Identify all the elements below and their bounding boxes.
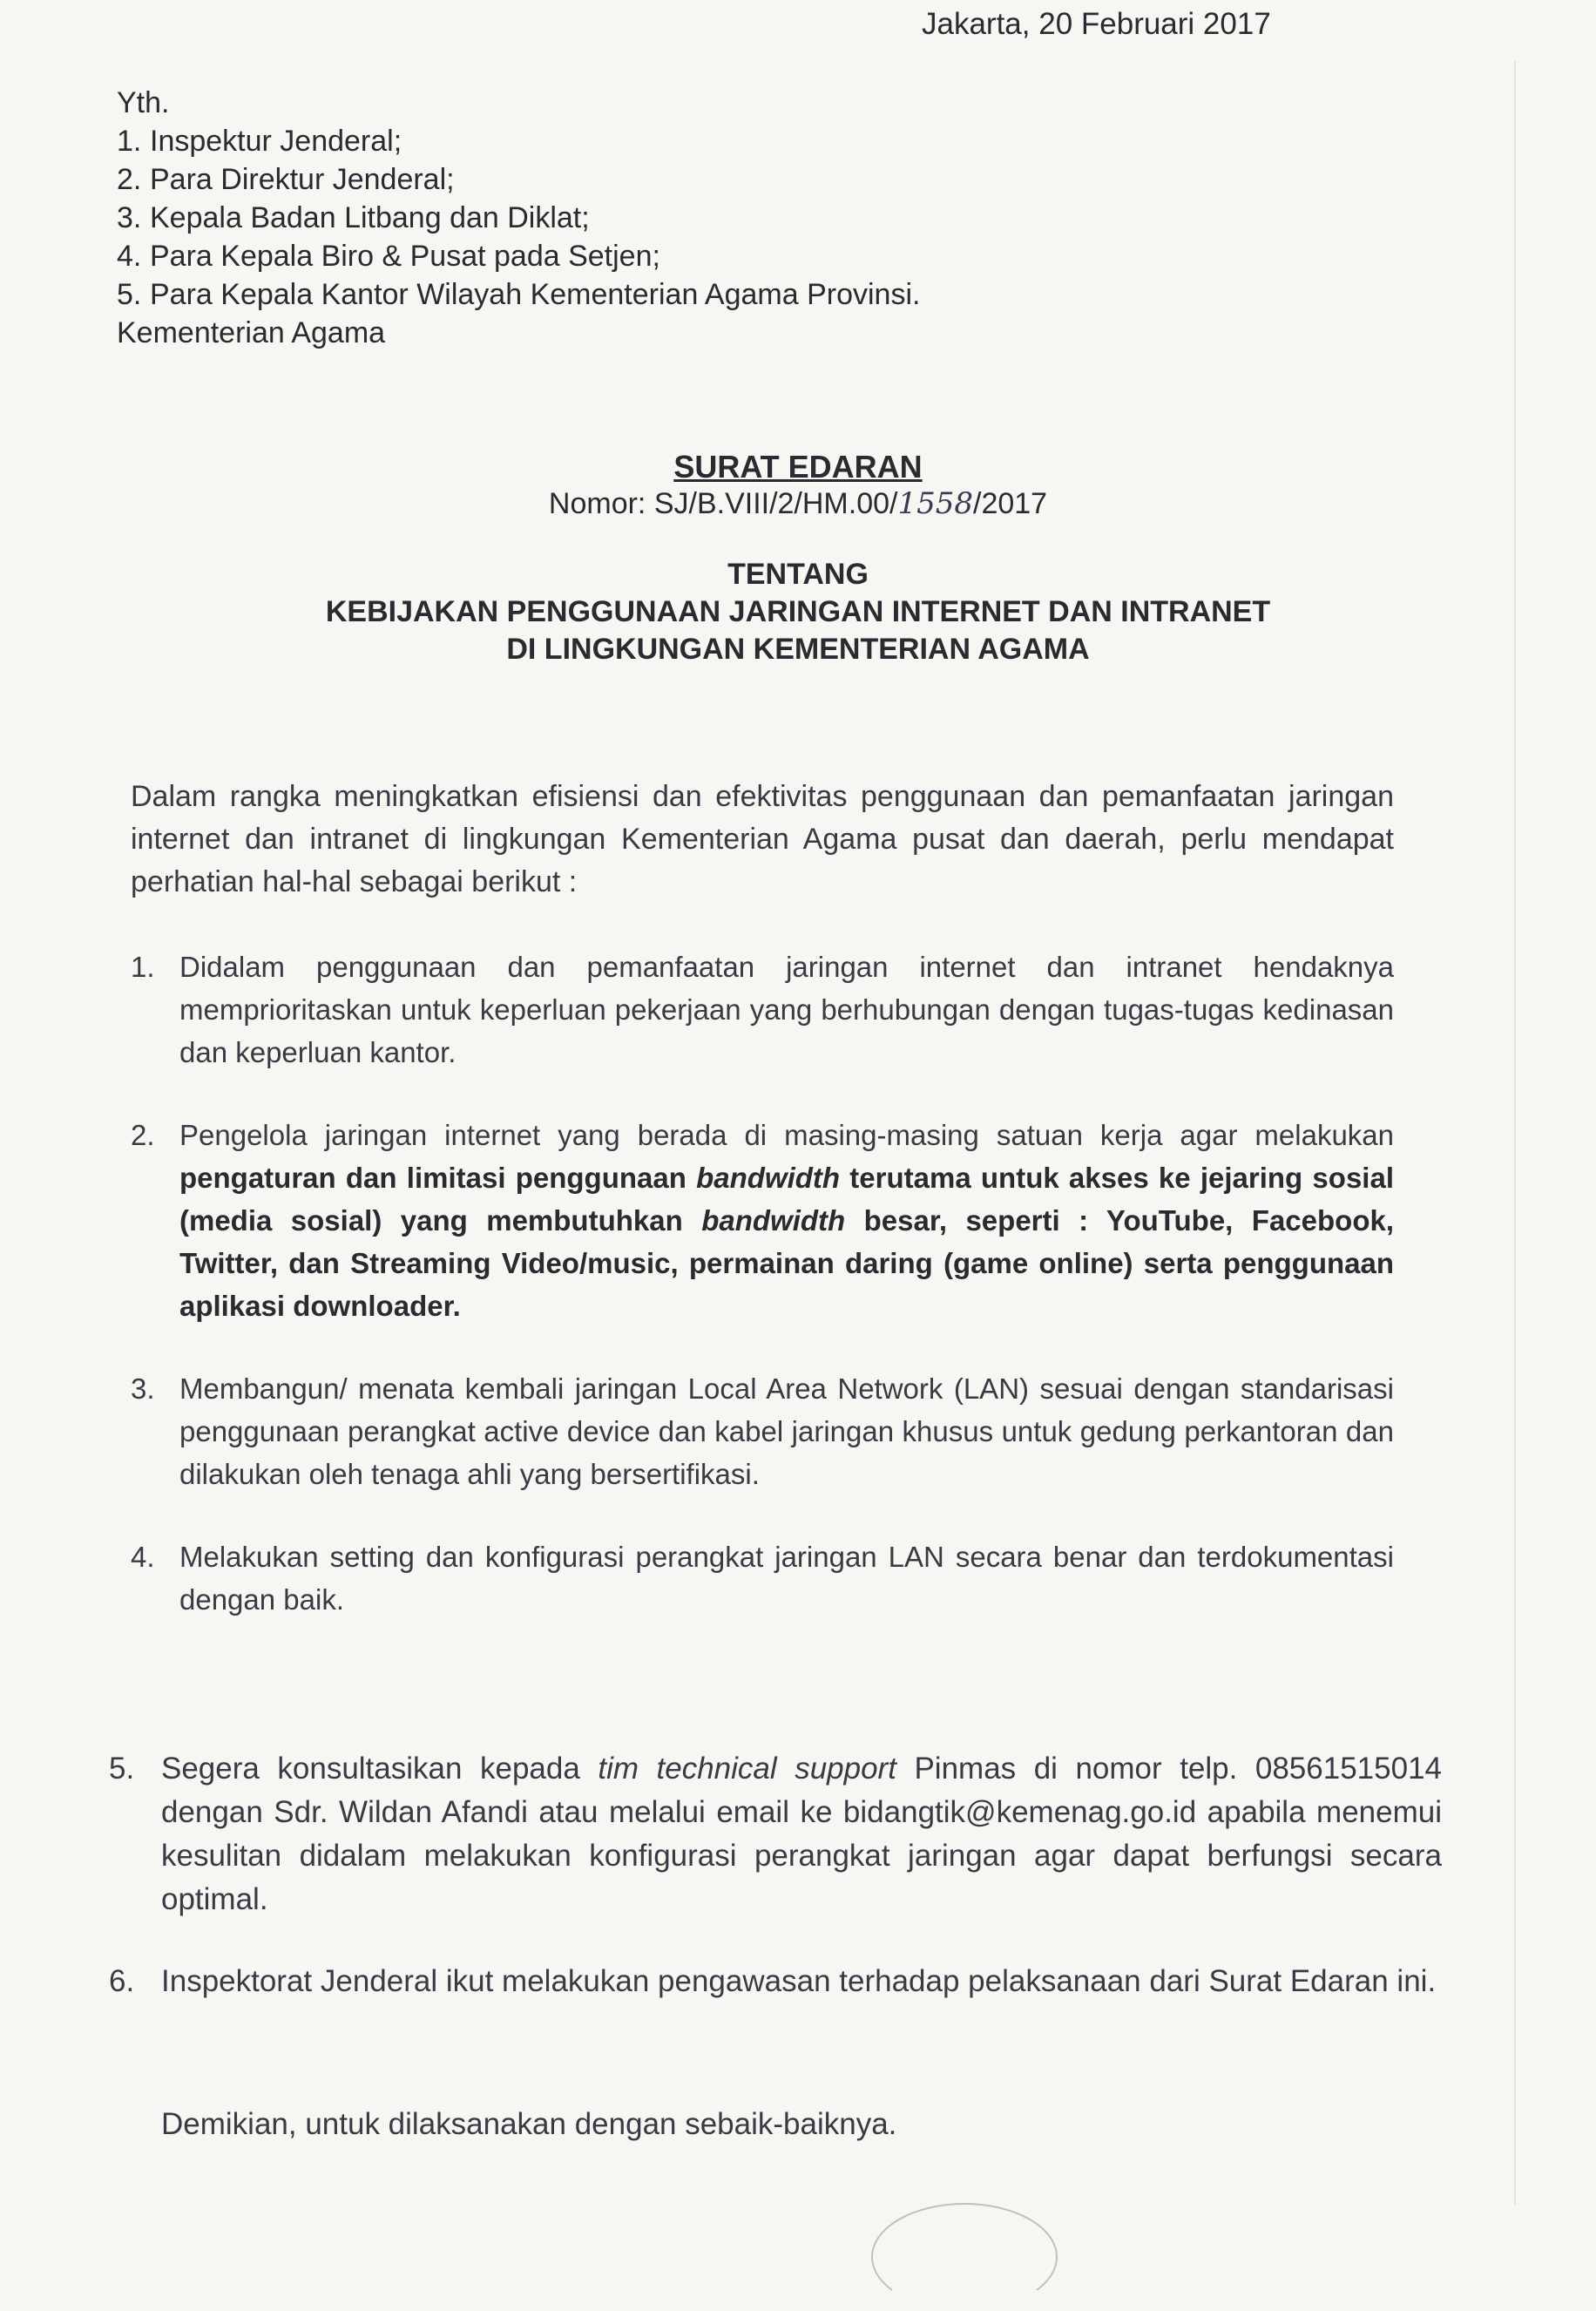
recipient-item: 4. Para Kepala Biro & Pusat pada Setjen; bbox=[117, 240, 660, 273]
policy-item-1: 1. Didalam penggunaan dan pemanfaatan jaringan internet dan intranet hendaknya memprioritaskan untuk keperluan pekerjaan yang berhubungan dengan tugas-tugas kedinasan dan keperluan kantor. bbox=[131, 951, 1394, 1068]
subject-line-1: KEBIJAKAN PENGGUNAAN JARINGAN INTERNET DAN INTRANET bbox=[325, 595, 1271, 628]
policy-item-4: 4. Melakukan setting dan konfigurasi perangkat jaringan LAN secara benar dan terdokumentasi dengan baik. bbox=[131, 1541, 1394, 1616]
policy-list bbox=[131, 945, 1394, 1621]
policy-item-3: 3. Membangun/ menata kembali jaringan Local Area Network (LAN) sesuai dengan standarisasi penggunaan perangkat active device dan kabel jaringan khusus untuk gedung perkantoran dan dilakukan oleh tenaga ahli yang bersertifikasi. bbox=[131, 1372, 1394, 1490]
recipient-block bbox=[117, 84, 920, 352]
letter-title: SURAT EDARAN bbox=[673, 449, 923, 485]
recipient-item: 2. Para Direktur Jenderal; bbox=[117, 163, 455, 196]
stamp-arc bbox=[871, 2203, 1058, 2311]
salutation: Yth. bbox=[117, 86, 170, 119]
letter-number: Nomor: SJ/B.VIII/2/HM.00/1558/2017 bbox=[548, 486, 1048, 521]
intro-paragraph: Dalam rangka meningkatkan efisiensi dan efektivitas penggunaan dan pemanfaatan jaringan internet dan intranet di lingkungan Kementerian Agama pusat dan daerah, perlu mendapat perhatian hal-hal sebagai berikut : bbox=[131, 780, 1394, 898]
subject-line-2: DI LINGKUNGAN KEMENTERIAN AGAMA bbox=[506, 633, 1090, 666]
policy-item-2: 2. Pengelola jaringan internet yang berada di masing-masing satuan kerja agar melakukan pengaturan dan limitasi penggunaan bandwidth terutama untuk akses ke jejaring sosial (media sosial) yang membutuhkan bandwidth besar, seperti : YouTube, Facebook, Twitter, dan Streaming Video/music, permainan daring (game online) serta penggunaan aplikasi downloader. bbox=[131, 1119, 1395, 1322]
scan-edge-line bbox=[1514, 61, 1516, 2205]
closing-line: Demikian, untuk dilaksanakan dengan sebaik-baiknya. bbox=[161, 2107, 897, 2141]
policy-list-continued bbox=[109, 1747, 1442, 2003]
handwritten-number: 1558 bbox=[897, 486, 973, 521]
recipient-list bbox=[117, 122, 920, 314]
recipient-item: 3. Kepala Badan Litbang dan Diklat; bbox=[117, 201, 590, 234]
recipient-closing: Kementerian Agama bbox=[117, 316, 386, 349]
recipient-item: 1. Inspektur Jenderal; bbox=[117, 125, 402, 158]
letter-date: Jakarta, 20 Februari 2017 bbox=[922, 7, 1271, 41]
policy-item-5: 5. Segera konsultasikan kepada tim technical support Pinmas di nomor telp. 08561515014 dengan Sdr. Wildan Afandi atau melalui email ke bidangtik@kemenag.go.id apabila menemui kesulitan didalam melakukan konfigurasi perangkat jaringan agar dapat berfungsi secara optimal. bbox=[109, 1752, 1442, 1916]
policy-item-6: 6. Inspektorat Jenderal ikut melakukan pengawasan terhadap pelaksanaan dari Surat Edaran ini. bbox=[109, 1964, 1437, 1998]
tentang-heading: TENTANG bbox=[727, 558, 869, 591]
recipient-item: 5. Para Kepala Kantor Wilayah Kementerian Agama Provinsi. bbox=[117, 278, 921, 311]
